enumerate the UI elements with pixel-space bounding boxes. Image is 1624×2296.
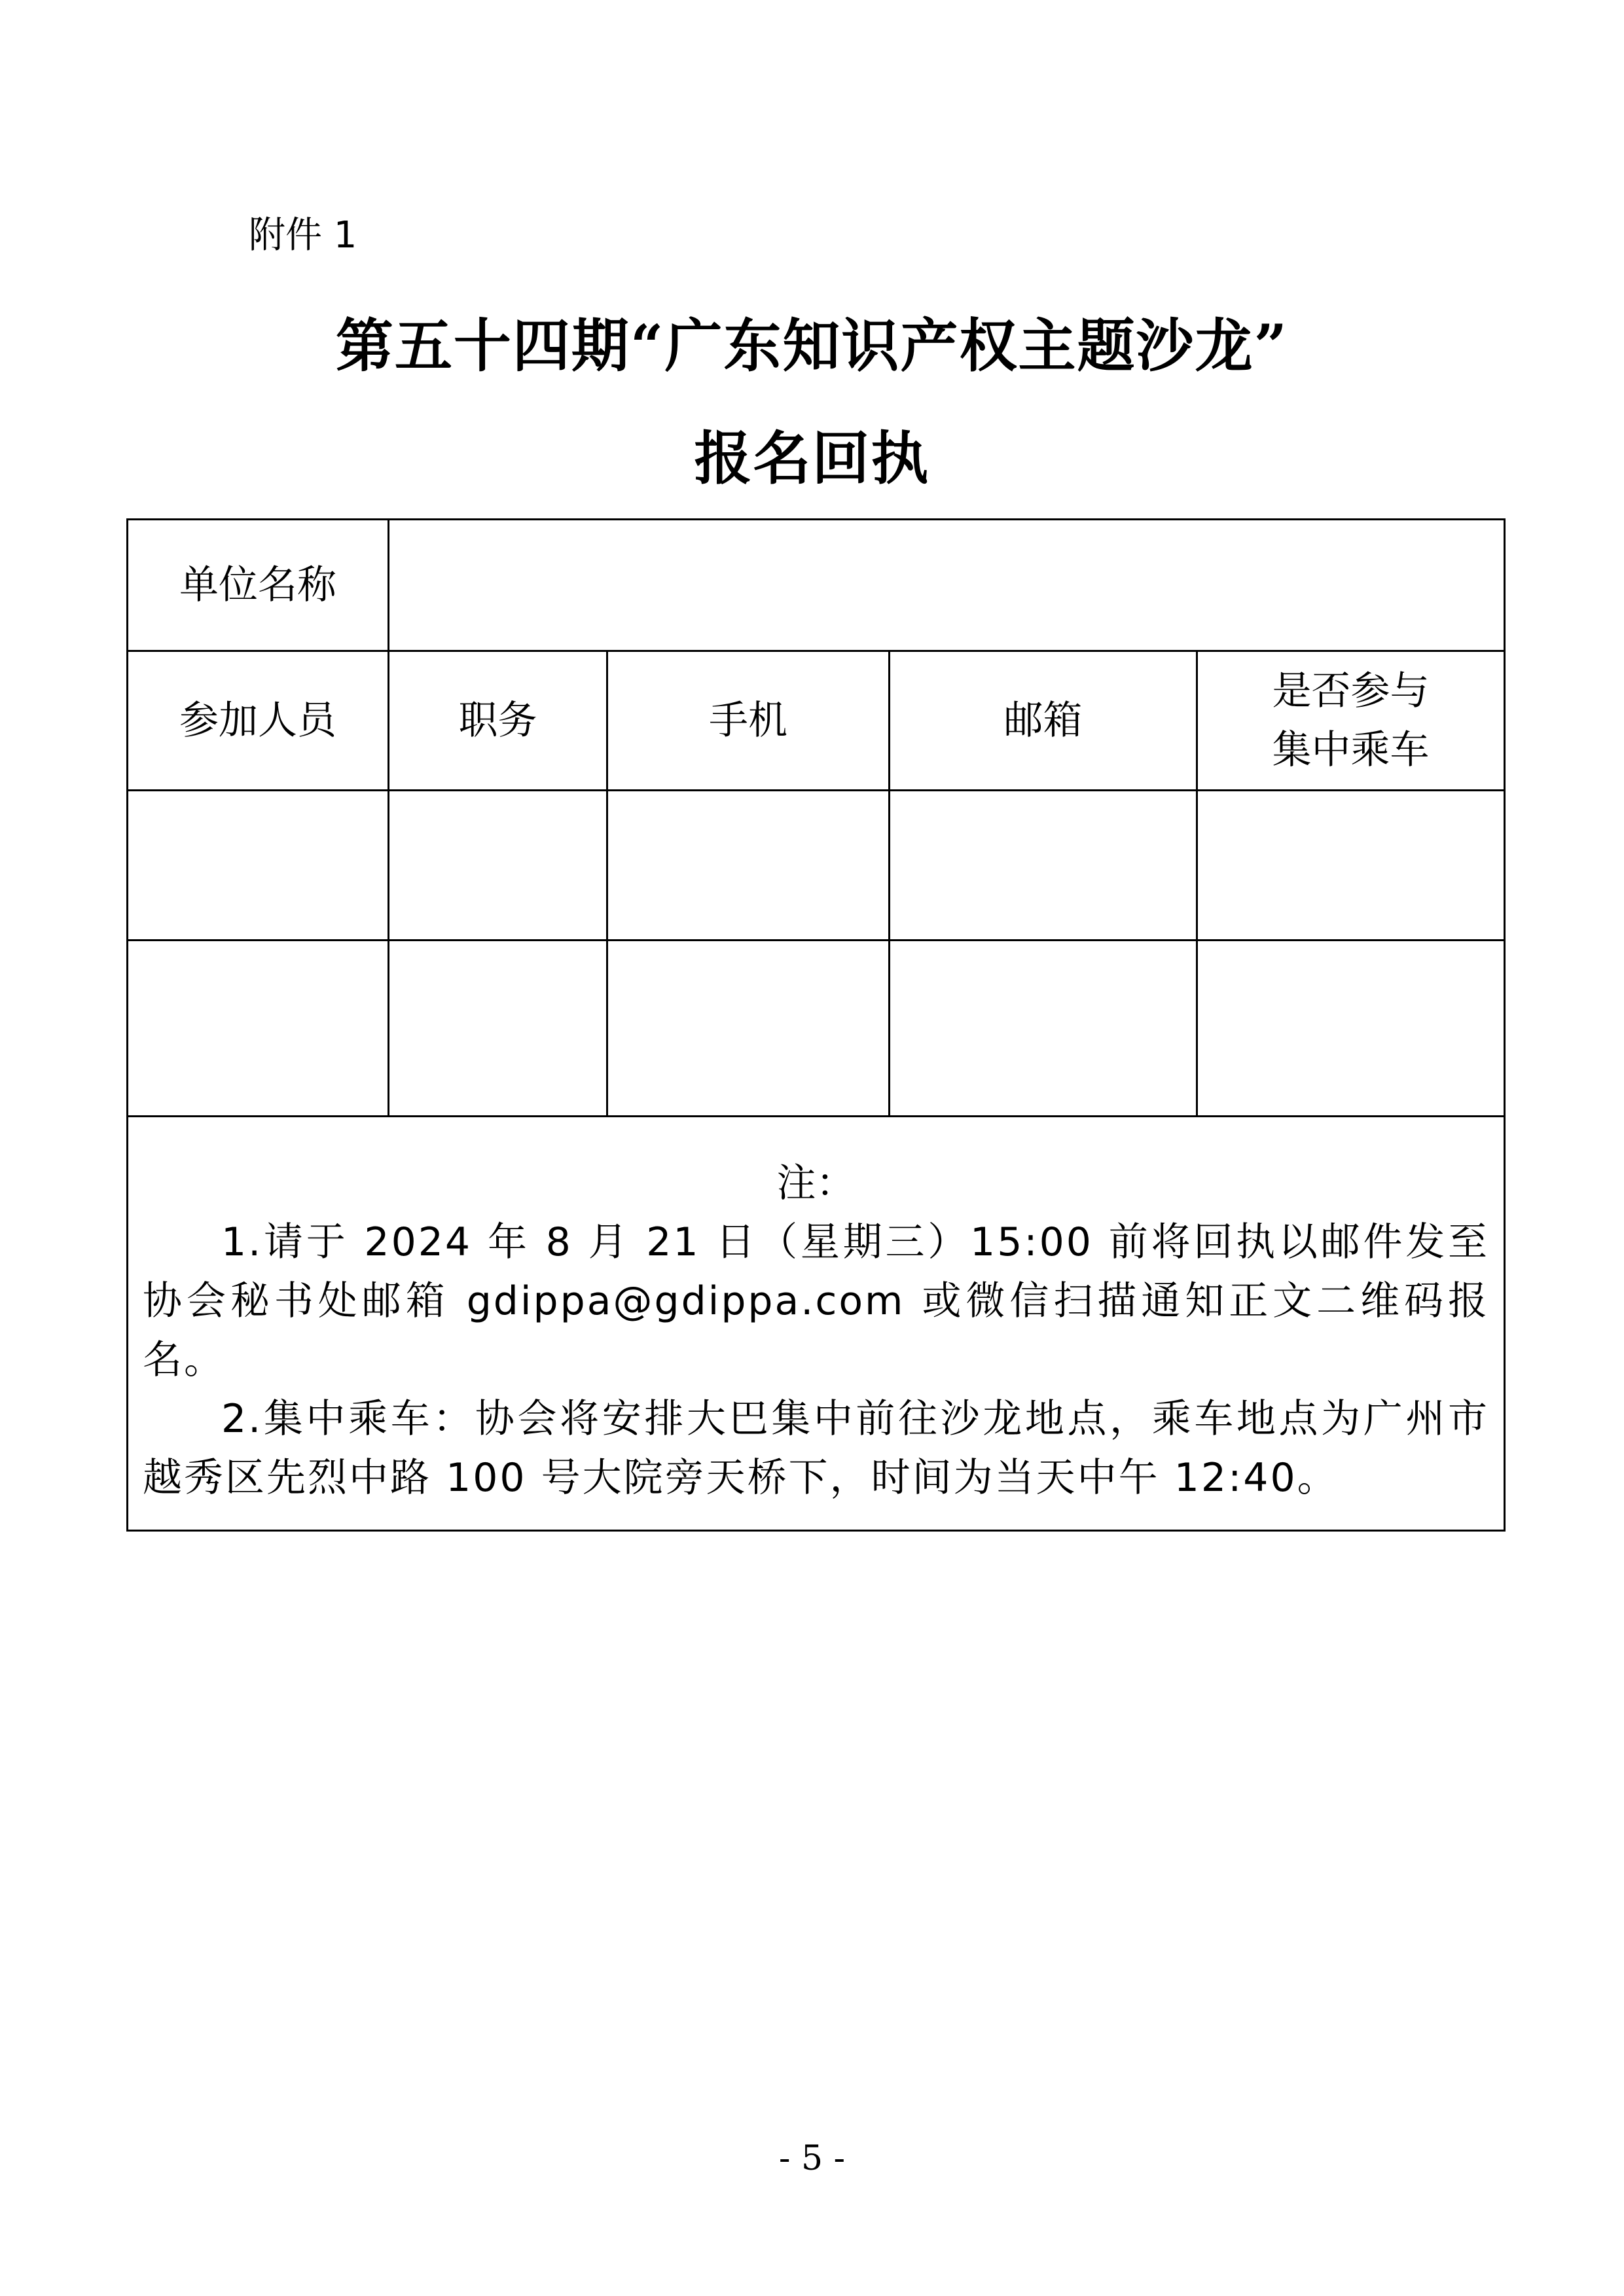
unit-name-cell[interactable]: [389, 520, 1505, 651]
unit-name-label: 单位名称: [128, 520, 389, 651]
page-number: - 5 -: [778, 2139, 846, 2178]
notes-cell: [128, 1117, 1505, 1531]
registration-form-table: [126, 518, 1506, 1532]
header-shuttle-line2: 集中乘车: [1272, 727, 1430, 773]
header-participant: 参加人员: [128, 651, 389, 791]
notes-row: [128, 1117, 1505, 1531]
table-row: [128, 791, 1505, 941]
position-cell[interactable]: [389, 791, 607, 941]
header-email: 邮箱: [890, 651, 1197, 791]
participant-cell[interactable]: [128, 941, 389, 1117]
notes-content: [128, 1139, 1504, 1507]
table-row: [128, 941, 1505, 1117]
shuttle-cell[interactable]: [1197, 941, 1505, 1117]
header-row: [128, 651, 1505, 791]
email-cell[interactable]: [890, 791, 1197, 941]
participant-cell[interactable]: [128, 791, 389, 941]
header-mobile: 手机: [607, 651, 890, 791]
position-cell[interactable]: [389, 941, 607, 1117]
notes-label: 注：: [776, 1160, 856, 1206]
note-item-deadline: 1.请于 2024 年 8 月 21 日（星期三）15:00 前将回执以邮件发至协会秘书处邮箱 gdippa@gdippa.com 或微信扫描通知正文二维码报名。: [143, 1219, 1489, 1383]
attachment-label: 附件 1: [249, 214, 357, 257]
form-title: 第五十四期“广东知识产权主题沙龙”: [335, 312, 1289, 380]
form-subtitle: 报名回执: [694, 424, 930, 492]
mobile-cell[interactable]: [607, 791, 890, 941]
header-position: 职务: [389, 651, 607, 791]
email-cell[interactable]: [890, 941, 1197, 1117]
mobile-cell[interactable]: [607, 941, 890, 1117]
unit-row: [128, 520, 1505, 651]
shuttle-cell[interactable]: [1197, 791, 1505, 941]
header-shuttle-line1: 是否参与: [1272, 668, 1430, 714]
note-item-shuttle: 2.集中乘车：协会将安排大巴集中前往沙龙地点，乘车地点为广州市越秀区先烈中路 100 号大院旁天桥下，时间为当天中午 12:40。: [143, 1396, 1489, 1501]
header-shuttle: [1197, 651, 1505, 791]
